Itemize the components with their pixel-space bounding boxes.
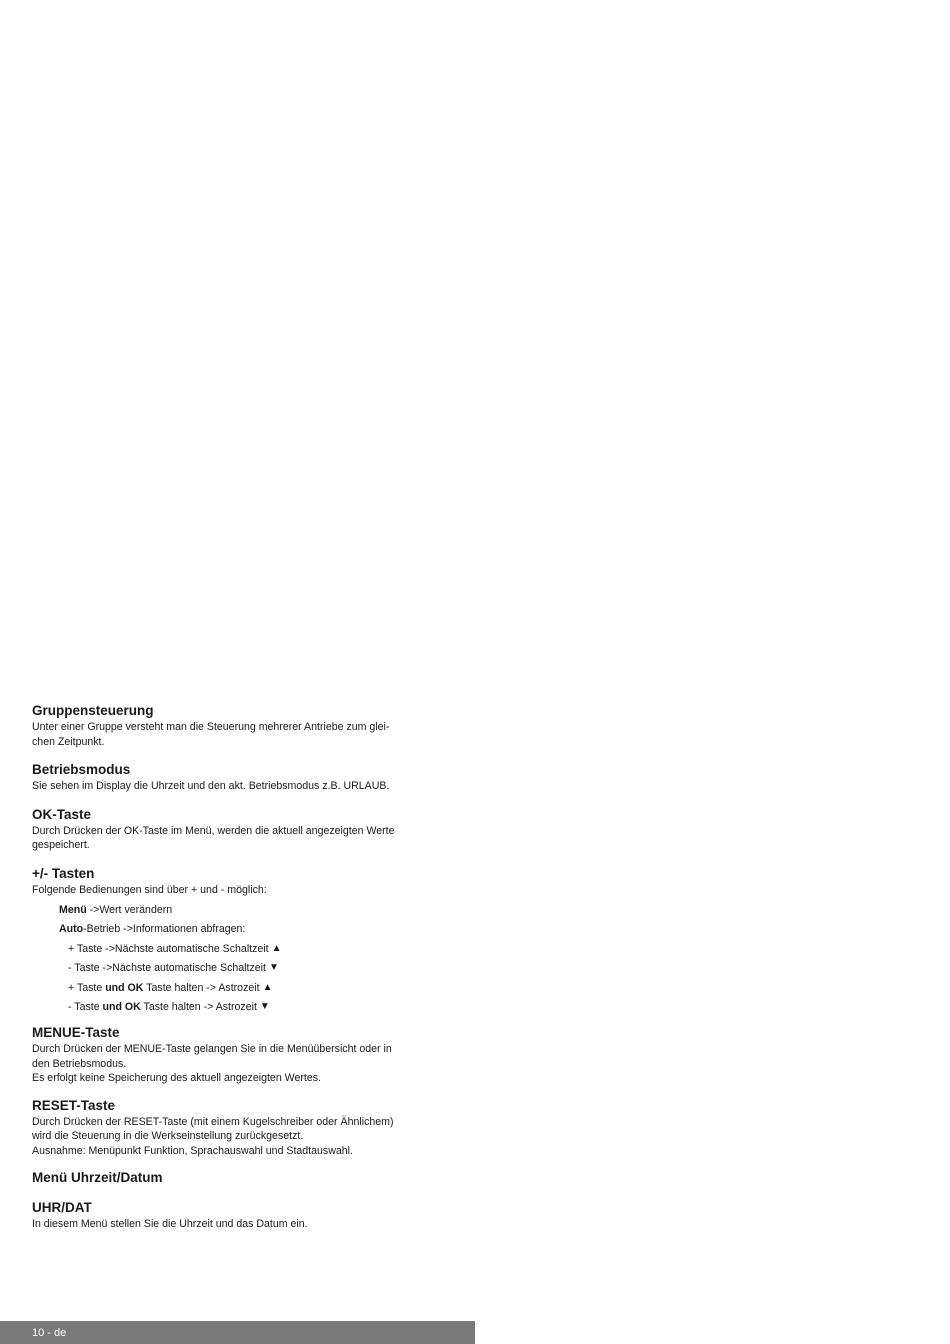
section-betriebsmodus <box>32 762 432 794</box>
list-item-text: - Taste <box>68 1001 103 1013</box>
list-item-text: Taste halten -> Astrozeit <box>140 1001 257 1013</box>
paragraph-line: wird die Steuerung in die Werkseinstellung zurückgesetzt. <box>32 1130 304 1142</box>
section-reset-taste <box>32 1098 432 1159</box>
paragraph-line: Durch Drücken der RESET-Taste (mit einem Kugelschreiber oder Ähnlichem) <box>32 1115 394 1128</box>
section-heading: UHR/DAT <box>32 1200 92 1215</box>
paragraph-line: Durch Drücken der OK-Taste im Menü, werden die aktuell angezeigten Werte <box>32 824 395 837</box>
section-uhr-dat <box>32 1200 432 1232</box>
section-heading: RESET-Taste <box>32 1097 116 1113</box>
list-item-text: - Taste ->Nächste automatische Schaltzeit <box>68 962 266 974</box>
section-heading: Betriebsmodus <box>32 762 131 777</box>
paragraph-line: Unter einer Gruppe versteht man die Steuerung mehrerer Antriebe zum glei- <box>32 721 390 733</box>
section-gruppensteuerung <box>32 703 432 749</box>
list-item-text: Taste halten -> Astrozeit <box>143 981 260 994</box>
auto-text: -Betrieb ->Informationen abfragen: <box>83 923 246 935</box>
paragraph-line: In diesem Menü stellen Sie die Uhrzeit und das Datum ein. <box>32 1218 308 1230</box>
section-heading: MENUE-Taste <box>32 1025 120 1040</box>
page-content <box>32 703 432 1232</box>
section-plus-minus-tasten <box>32 866 432 1018</box>
list-item-bold: und OK <box>105 981 144 994</box>
paragraph-line: Sie sehen im Display die Uhrzeit und den akt. Betriebsmodus z.B. URLAUB. <box>32 780 390 792</box>
paragraph-line: Folgende Bedienungen sind über + und - möglich: <box>32 883 267 896</box>
paragraph-line: chen Zeitpunkt. <box>32 735 105 748</box>
paragraph-line: Ausnahme: Menüpunkt Funktion, Sprachauswahl und Stadtauswahl. <box>32 1144 353 1157</box>
section-heading: OK-Taste <box>32 806 92 822</box>
section-menue-taste <box>32 1025 432 1086</box>
menu-label: Menü <box>59 903 87 916</box>
paragraph-line: Es erfolgt keine Speicherung des aktuell angezeigten Wertes. <box>32 1072 321 1084</box>
triangle-up-icon: ▲ <box>262 981 273 993</box>
paragraph-line: gespeichert. <box>32 839 90 851</box>
section-heading: Menü Uhrzeit/Datum <box>32 1170 163 1185</box>
paragraph-line: Durch Drücken der MENUE-Taste gelangen Sie in die Menüübersicht oder in <box>32 1043 392 1055</box>
list-item <box>32 978 432 998</box>
list-item-text: + Taste <box>68 981 106 994</box>
section-ok-taste <box>32 807 432 853</box>
auto-label: Auto <box>59 923 84 935</box>
list-item <box>32 959 432 979</box>
paragraph-line: den Betriebsmodus. <box>32 1057 127 1070</box>
triangle-up-icon: ▲ <box>271 942 282 954</box>
triangle-down-icon: ▼ <box>268 962 279 973</box>
section-heading: +/- Tasten <box>32 865 95 881</box>
auto-row <box>32 920 432 940</box>
list-item <box>32 939 432 959</box>
list-item-bold: und OK <box>102 1001 141 1013</box>
menu-row <box>32 900 432 920</box>
page-number: 10 - de <box>32 1327 67 1339</box>
list-item-text: + Taste ->Nächste automatische Schaltzeit <box>68 942 269 955</box>
menu-text: ->Wert verändern <box>86 903 173 916</box>
footer-bar <box>0 1321 475 1344</box>
list-item <box>32 998 432 1018</box>
triangle-down-icon: ▼ <box>259 1001 270 1012</box>
section-heading: Gruppensteuerung <box>32 703 154 718</box>
section-menue-uhrzeit-datum <box>32 1170 432 1186</box>
